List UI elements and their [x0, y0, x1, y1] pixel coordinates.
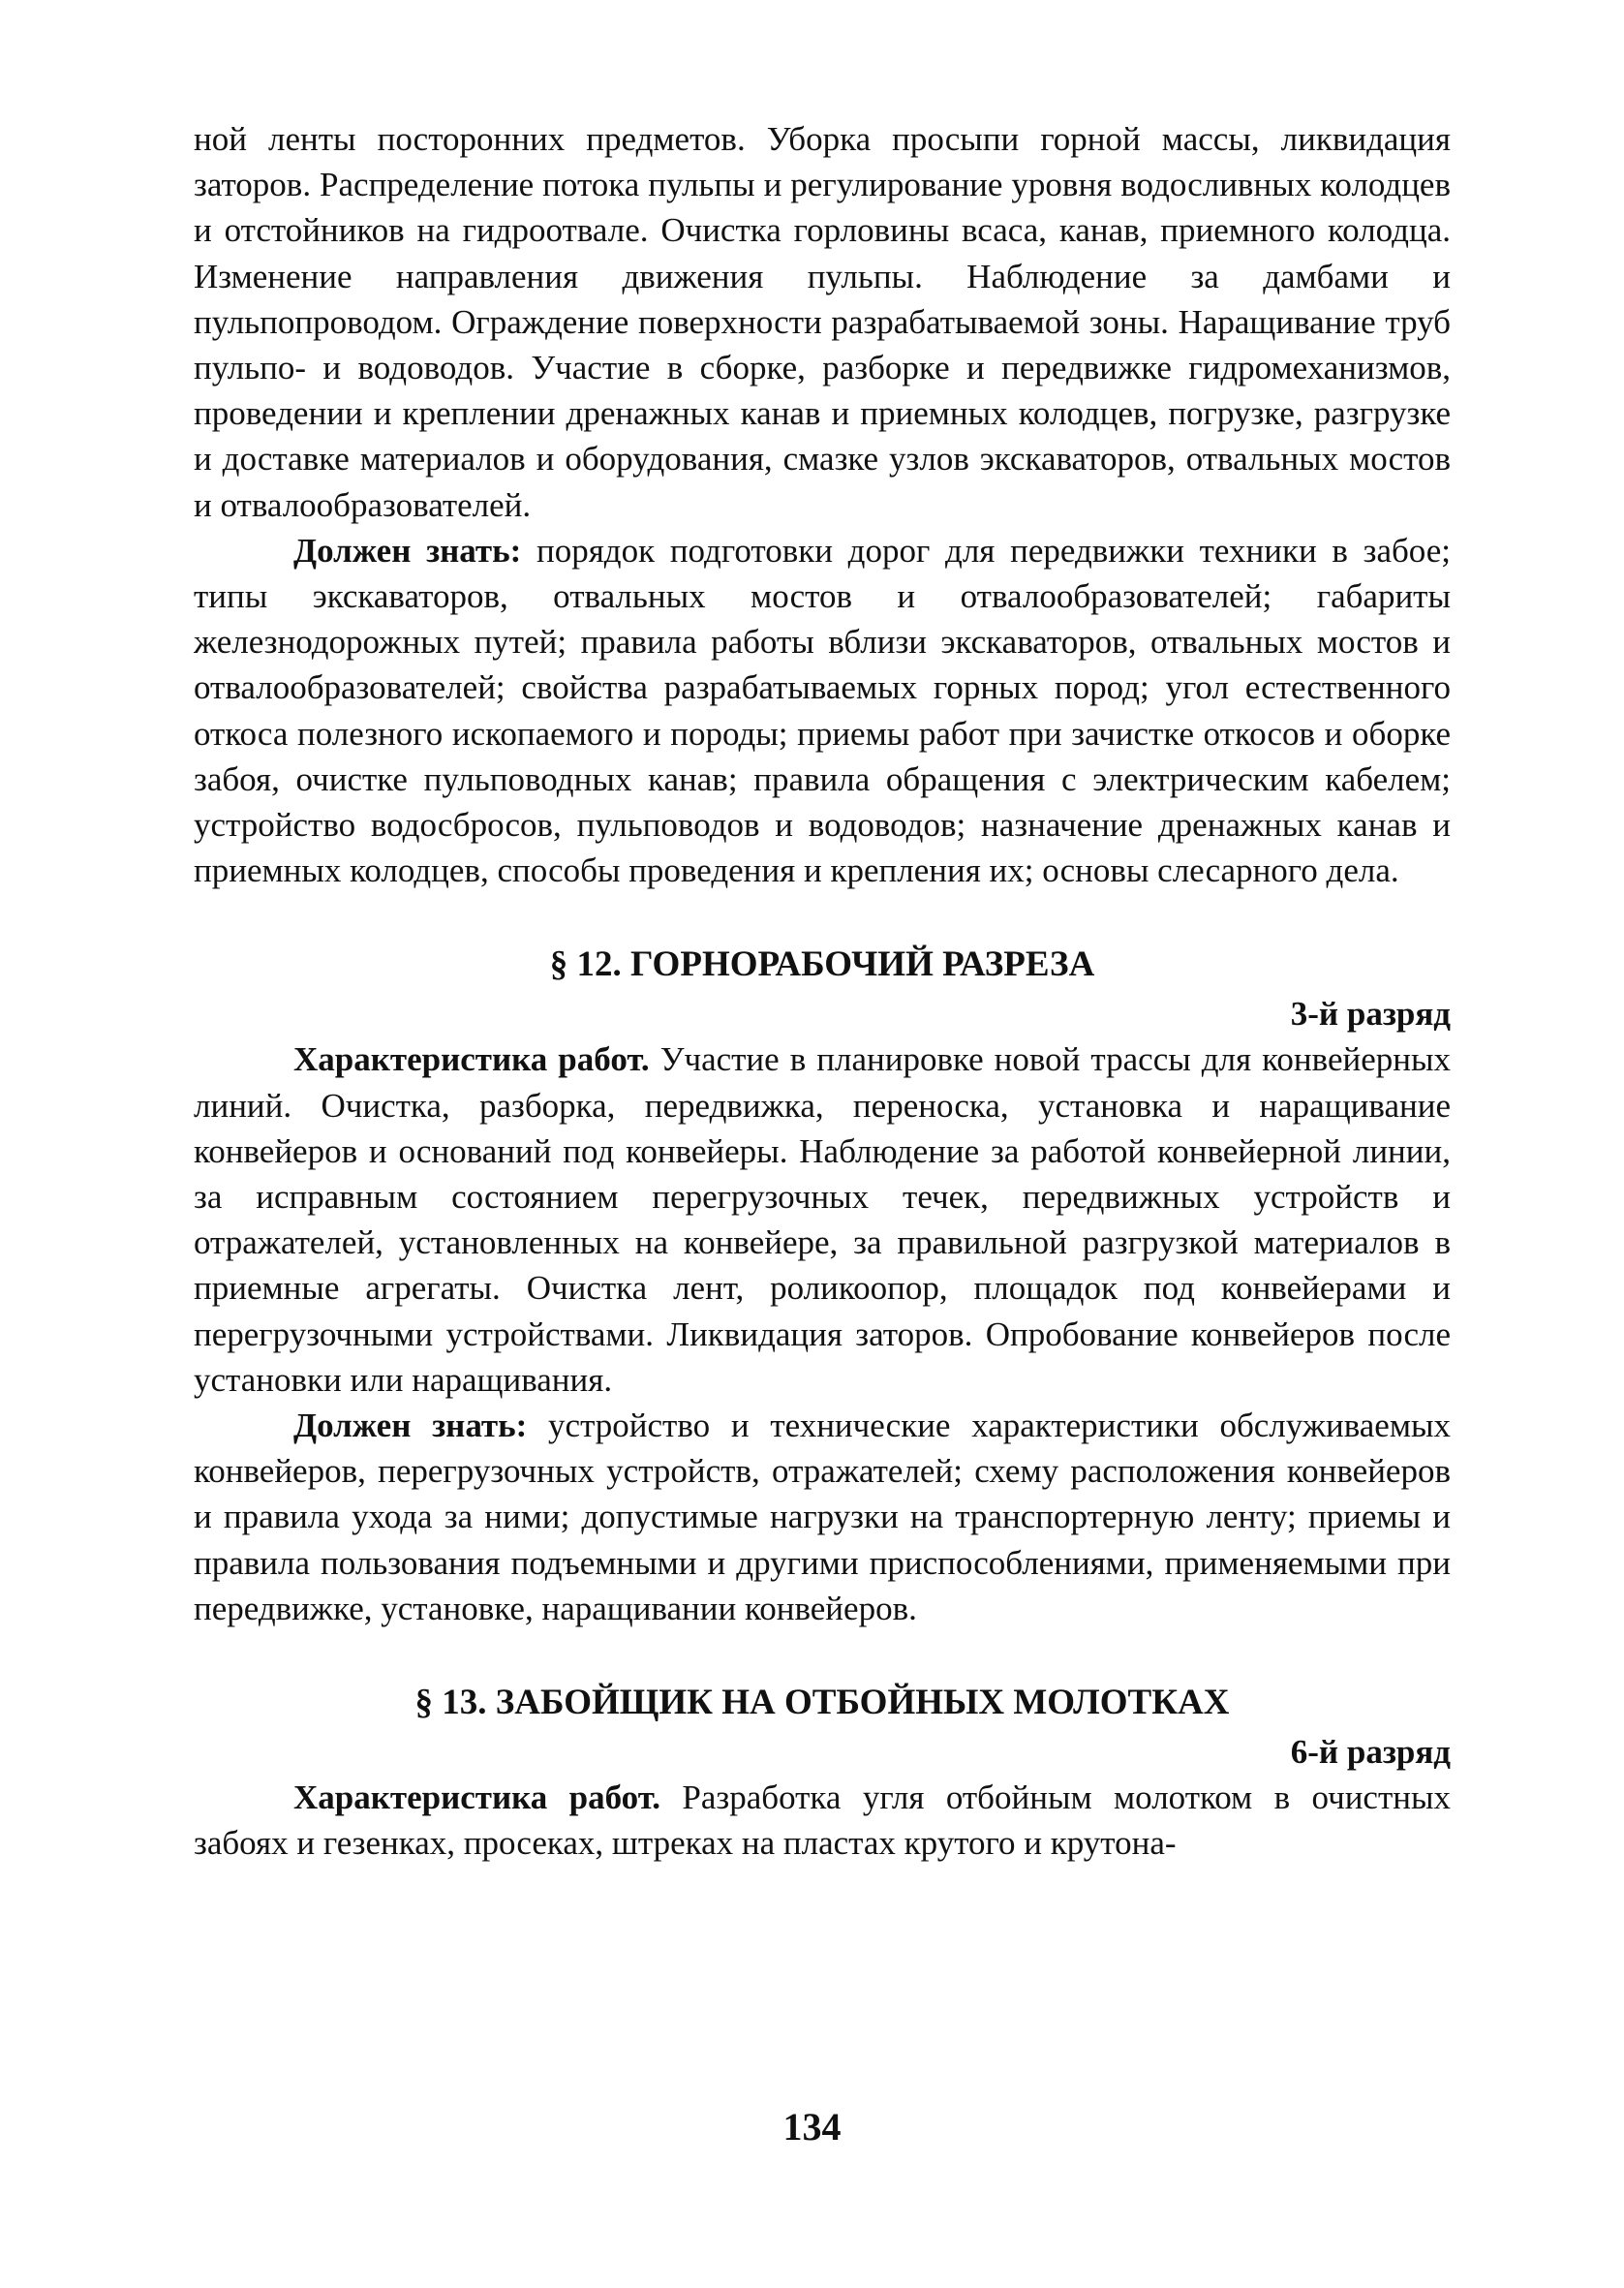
document-page — [194, 116, 1451, 1867]
rank-label-13: 6-й разряд — [1290, 1733, 1451, 1772]
rank-label-12: 3-й разряд — [1290, 995, 1451, 1034]
page-number: 134 — [782, 2105, 842, 2149]
paragraph-must-know-1 — [194, 528, 1451, 894]
must-know-text: устройство и технические характеристики обслуживаемых конвейеров, перегрузочных устройств, отражателей; схему расположения конвейеров и правила ухода за ними; допустимые нагрузки на транспортерную ленту; приемы и правила пользования подъемными и другими приспособлениями, применяемыми при передвижке, установке, наращивании конвейеров. — [194, 1407, 1451, 1627]
paragraph-characteristics-12 — [194, 1036, 1451, 1403]
must-know-text: порядок подготовки дорог для передвижки техники в забое; типы экскаваторов, отвальных мостов и отвалообразователей; габариты железнодорожных путей; правила работы вблизи экскаваторов, отвальных мостов и отвалообразователей; свойства разрабатываемых горных пород; угол естественного откоса полезного ископаемого и породы; приемы работ при зачистке откосов и оборке забоя, очистке пульповодных канав; правила обращения с электрическим кабелем; устройство водосбросов, пульповодов и водоводов; назначение дренажных канав и приемных колодцев, способы проведения и крепления их; основы слесарного дела. — [194, 531, 1451, 890]
paragraph-characteristics-13 — [194, 1775, 1451, 1866]
characteristics-label: Характеристика работ. — [293, 1040, 650, 1079]
characteristics-label: Характеристика работ. — [293, 1778, 661, 1817]
section-title-12: § 12. ГОРНОРАБОЧИЙ РАЗРЕЗА — [549, 944, 1095, 985]
must-know-label: Должен знать: — [293, 1407, 528, 1445]
characteristics-text: Разработка угля отбойным молотком в очистных забоях и гезенках, просеках, штреках на пластах крутого и крутона- — [194, 1778, 1451, 1863]
paragraph-intro: ной ленты посторонних предметов. Уборка просыпи горной массы, ликвидация заторов. Распределение потока пульпы и регулирование уровня водосливных колодцев и отстойников на гидроотвале. Очистка горловины всаса, канав, приемного колодца. Изменение направления движения пульпы. Наблюдение за дамбами и пульпопроводом. Ограждение поверхности разрабатываемой зоны. Наращивание труб пульпо- и водоводов. Участие в сборке, разборке и передвижке гидромеханизмов, проведении и креплении дренажных канав и приемных колодцев, погрузке, разгрузке и доставке материалов и оборудования, смазке узлов экскаваторов, отвальных мостов и отвалообразователей. — [194, 120, 1451, 524]
must-know-label: Должен знать: — [293, 531, 522, 570]
section-title-13: § 13. ЗАБОЙЩИК НА ОТБОЙНЫХ МОЛОТКАХ — [414, 1683, 1230, 1723]
paragraph-must-know-12 — [194, 1403, 1451, 1631]
characteristics-text: Участие в планировке новой трассы для конвейерных линий. Очистка, разборка, передвижка, переноска, установка и наращивание конвейеров и оснований под конвейеры. Наблюдение за работой конвейерной линии, за исправным состоянием перегрузочных течек, передвижных устройств и отражателей, установленных на конвейере, за правильной разгрузкой материалов в приемные агрегаты. Очистка лент, роликоопор, площадок под конвейерами и перегрузочными устройствами. Ликвидация заторов. Опробование конвейеров после установки или наращивания. — [194, 1040, 1451, 1399]
